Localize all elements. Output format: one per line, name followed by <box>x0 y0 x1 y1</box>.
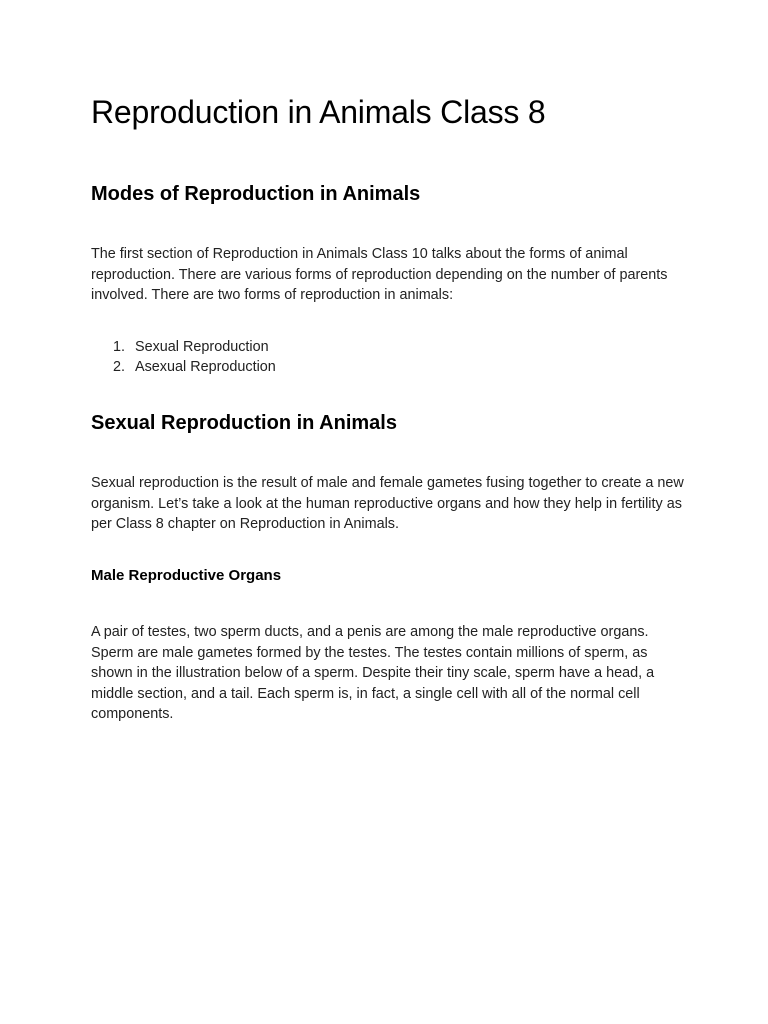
section-heading-sexual-reproduction: Sexual Reproduction in Animals <box>91 412 397 434</box>
paragraph-male-organs: A pair of testes, two sperm ducts, and a penis are among the male reproductive organs. Sperm are male gametes formed by the testes. The testes contain millions of sperm, as shown in the illustration below of a sperm. Despite their tiny scale, sperm have a head, a middle section, and a tail. Each sperm is, in fact, a single cell with all of the normal cell components. <box>91 624 655 723</box>
reproduction-forms-list <box>91 337 276 377</box>
document-title: Reproduction in Animals Class 8 <box>91 94 546 130</box>
paragraph-modes: The first section of Reproduction in Animals Class 10 talks about the forms of animal reproduction. There are various forms of reproduction depending on the number of parents involved. There are two forms of reproduction in animals: <box>91 246 668 304</box>
section-heading-male-organs: Male Reproductive Organs <box>91 567 282 584</box>
section-heading-modes: Modes of Reproduction in Animals <box>91 183 421 205</box>
list-item-text: Asexual Reproduction <box>135 359 276 375</box>
paragraph-sexual-reproduction: Sexual reproduction is the result of male and female gametes fusing together to create a new organism. Let’s take a look at the human reproductive organs and how they help in fertility as per Class 8 chapter on Reproduction in Animals. <box>91 475 684 533</box>
list-item-number: 2. <box>113 359 126 375</box>
list-item <box>91 357 276 377</box>
list-item <box>91 337 276 357</box>
list-item-text: Sexual Reproduction <box>135 339 269 355</box>
list-item-number: 1. <box>113 339 126 355</box>
